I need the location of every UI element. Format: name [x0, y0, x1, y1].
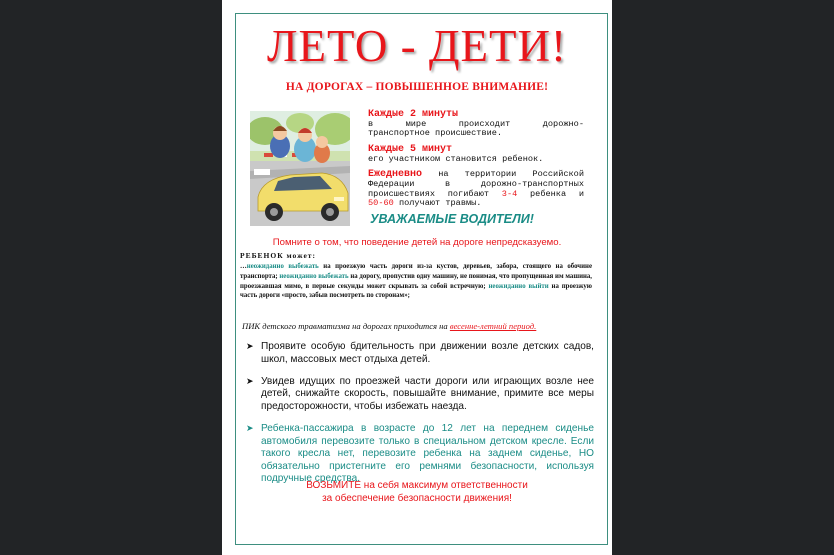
drivers-heading: УВАЖАЕМЫЕ ВОДИТЕЛИ!	[370, 212, 534, 226]
poster-subtitle: НА ДОРОГАХ – ПОВЫШЕННОЕ ВНИМАНИЕ!	[285, 81, 549, 93]
fact-daily: Ежедневно на территории Российской Федерации в дорожно-транспортных происшествиях погибают 3-4 ребенка и 50-60 получают травмы.	[368, 169, 584, 209]
advice-item-vigilance: ➤ Проявите особую бдительность при движении возле детских садов, школ, массовых мест отдыха детей.	[246, 341, 594, 365]
remember-note: Помните о том, что поведение детей на дороге непредсказуемо.	[272, 237, 562, 248]
car-children-image	[250, 111, 350, 226]
illustration-children-car	[250, 111, 350, 226]
poster-title: ЛЕТО - ДЕТИ!	[266, 21, 568, 71]
advice-item-child-seat: ➤ Ребенка-пассажира в возрасте до 12 лет на переднем сиденье автомобиля перевозите только в специальном детском кресле. Если такого кресла нет, перевозите ребенка на заднем сиденье, НО обязательно пристегните его ремнями безопасности, используя подручные средства.	[246, 423, 594, 485]
advice-item-slow-down: ➤ Увидев идущих по проезжей части дороги или играющих возле нее детей, снижайте скорость, повышайте внимание, примите все меры предосторожности, чтобы избежать наезда.	[246, 375, 594, 412]
arrow-bullet-icon: ➤	[246, 341, 254, 351]
child-behaviour-text: …неожиданно выбежать на проезжую часть дороги из-за кустов, деревьев, забора, стоящего на обочине транспорта; неожиданно выбежать на дорогу, пропустив одну машину, не понимая, что пропущенная им машина, проезжавшая мимо, в первые секунды может скрывать за собой встречную; неожиданно выйти на проезжую часть дороги «просто, забыв посмотреть по сторонам»;	[240, 263, 592, 300]
statistics-facts	[368, 109, 584, 214]
poster-page	[222, 0, 612, 555]
fact-every-5-minutes: Каждые 5 минут его участником становится ребенок.	[368, 143, 544, 164]
advice-list	[244, 341, 594, 496]
child-can-heading: РЕБЕНОК может:	[240, 251, 316, 260]
fact-every-2-minutes: Каждые 2 минуты в мире происходит дорожно- транспортное происшествие.	[368, 109, 584, 139]
closing-appeal: ВОЗЬМИТЕ на себя максимум ответственности за обеспечение безопасности движения!	[306, 480, 528, 504]
arrow-bullet-icon: ➤	[246, 375, 254, 386]
arrow-bullet-icon: ➤	[246, 423, 254, 434]
peak-season-note: ПИК детского травматизма на дорогах приходится на весенне-летний период.	[242, 321, 537, 331]
